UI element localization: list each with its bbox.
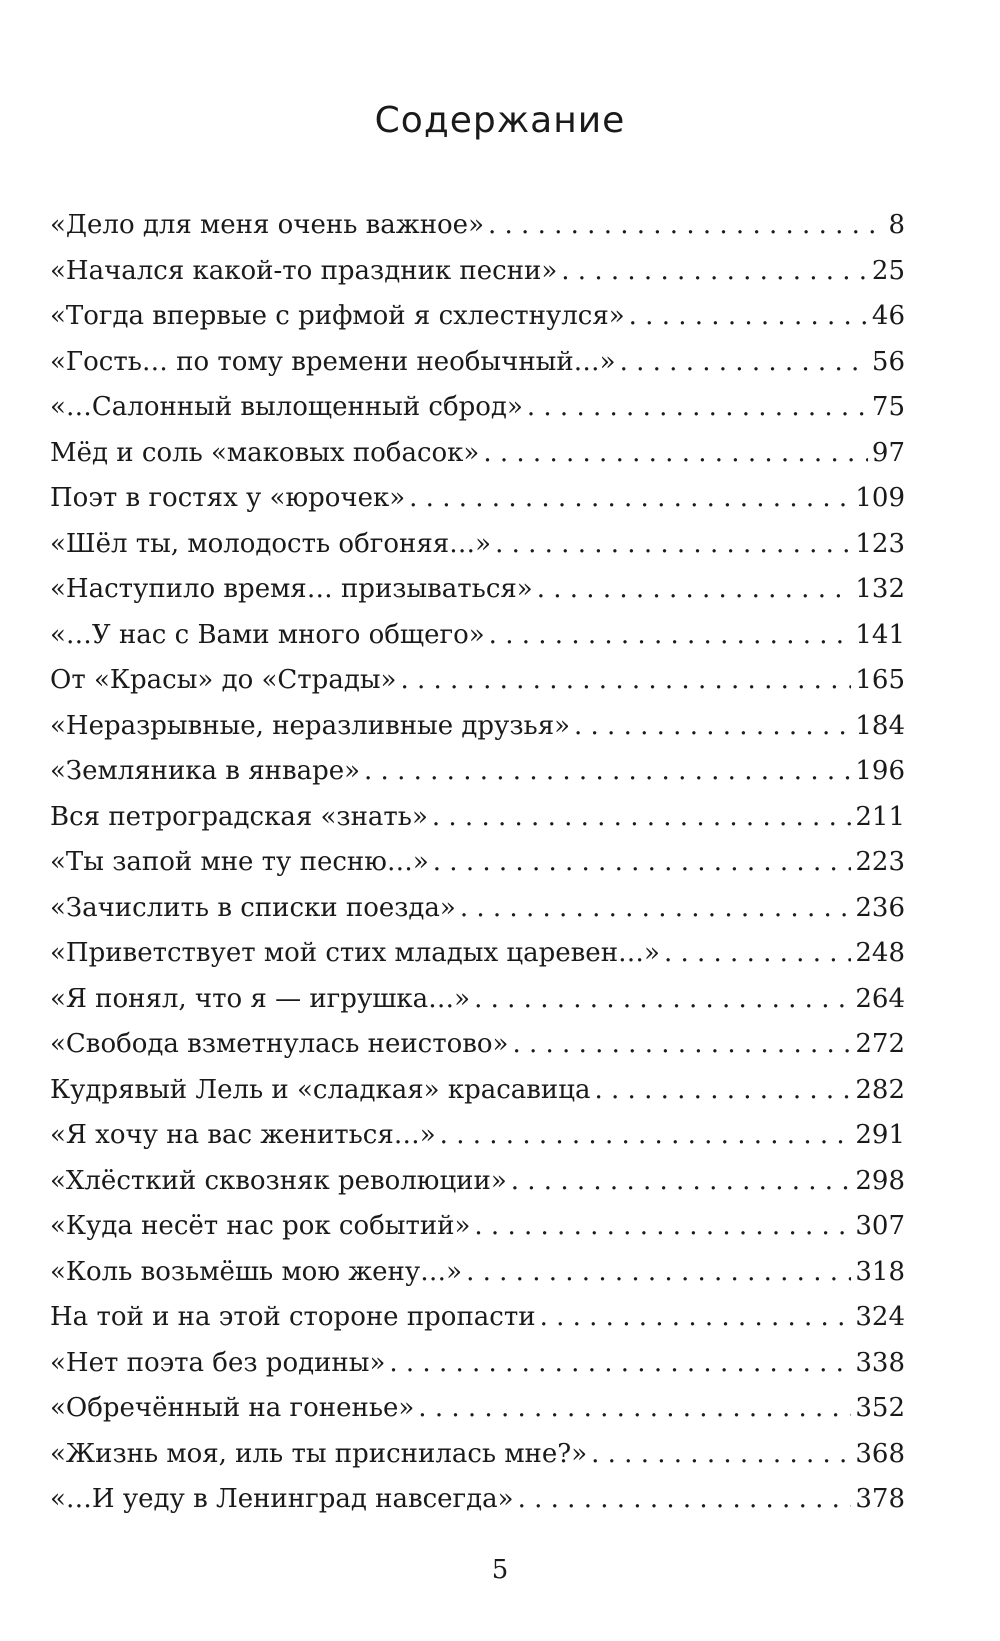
toc-entry <box>50 1432 905 1478</box>
toc-entry-page: 56 <box>871 346 905 377</box>
dot-leader <box>574 704 851 750</box>
toc-entry <box>50 1477 905 1523</box>
toc-entry-page: 25 <box>871 255 905 286</box>
toc-entry-page: 307 <box>855 1211 905 1241</box>
toc-entry-title: «…Салонный вылощенный сброд» <box>50 392 523 422</box>
toc-entry <box>50 795 905 841</box>
toc-entry-page: 291 <box>855 1120 905 1150</box>
toc-entry <box>50 476 905 522</box>
toc-entry-title: «Я понял, что я — игрушка…» <box>50 983 471 1014</box>
toc-entry-page: 264 <box>855 983 905 1014</box>
toc-entry <box>50 567 905 613</box>
toc-entry <box>50 749 905 795</box>
dot-leader <box>489 613 852 659</box>
toc-entry-page: 46 <box>871 301 905 331</box>
toc-entry <box>50 340 905 386</box>
toc-entry-title: «Коль возьмёшь мою жену…» <box>50 1256 463 1287</box>
toc-entry-page: 282 <box>855 1074 905 1105</box>
toc-entry <box>50 1295 905 1341</box>
dot-leader <box>620 340 868 386</box>
toc-entry <box>50 1250 905 1296</box>
toc-entry-page: 211 <box>855 801 905 832</box>
toc-entry-page: 272 <box>855 1029 905 1059</box>
toc-entry-page: 132 <box>855 574 905 604</box>
toc-entry <box>50 522 905 568</box>
toc-entry <box>50 613 905 659</box>
toc-entry-page: 318 <box>855 1256 905 1287</box>
toc-entry <box>50 294 905 340</box>
toc-entry-page: 378 <box>855 1484 905 1514</box>
toc-entry <box>50 1204 905 1250</box>
toc-entry <box>50 704 905 750</box>
dot-leader <box>512 1022 851 1068</box>
toc-entry <box>50 385 905 431</box>
toc-entry-title: «Неразрывные, неразливные друзья» <box>50 710 570 741</box>
dot-leader <box>537 567 852 613</box>
dot-leader <box>400 658 851 704</box>
toc-entry-title: «Гость… по тому времени необычный…» <box>50 346 616 377</box>
toc-entry-title: «Нет поэта без родины» <box>50 1347 386 1378</box>
toc-entry-title: «Куда несёт нас рок событий» <box>50 1211 471 1241</box>
dot-leader <box>433 840 852 886</box>
toc-entry <box>50 203 905 249</box>
dot-leader <box>540 1295 852 1341</box>
dot-leader <box>440 1113 852 1159</box>
toc-entry-title: «Хлёсткий сквозняк революции» <box>50 1165 507 1196</box>
table-of-contents <box>50 203 905 1523</box>
toc-entry <box>50 840 905 886</box>
toc-entry-page: 338 <box>855 1347 905 1378</box>
dot-leader <box>664 931 851 977</box>
toc-entry <box>50 1159 905 1205</box>
toc-entry-page: 123 <box>855 528 905 559</box>
toc-entry-page: 196 <box>855 756 905 786</box>
dot-leader <box>518 1477 852 1523</box>
toc-entry-title: «Жизнь моя, иль ты приснилась мне?» <box>50 1438 588 1469</box>
toc-entry-title: От «Красы» до «Страды» <box>50 665 397 695</box>
toc-entry-title: «Ты запой мне ту песню…» <box>50 847 429 877</box>
page-number: 5 <box>491 1555 509 1585</box>
toc-entry <box>50 931 905 977</box>
toc-entry-page: 298 <box>855 1165 905 1196</box>
dot-leader <box>629 294 868 340</box>
toc-entry-page: 8 <box>888 210 905 240</box>
toc-entry <box>50 249 905 295</box>
toc-entry-title: «Шёл ты, молодость обгоняя…» <box>50 528 492 559</box>
toc-entry-title: «Зачислить в списки поезда» <box>50 892 456 923</box>
toc-entry-page: 248 <box>855 938 905 968</box>
toc-entry-title: «Обречённый на гоненье» <box>50 1393 415 1423</box>
dot-leader <box>594 1068 851 1114</box>
toc-entry <box>50 1341 905 1387</box>
dot-leader <box>389 1341 851 1387</box>
toc-entry <box>50 1386 905 1432</box>
toc-entry-page: 223 <box>855 847 905 877</box>
toc-entry-title: «Начался какой-то праздник песни» <box>50 255 558 286</box>
toc-entry-title: «…У нас с Вами много общего» <box>50 619 485 650</box>
toc-entry-title: Мёд и соль «маковых побасок» <box>50 437 480 468</box>
toc-entry-page: 109 <box>855 483 905 513</box>
dot-leader <box>474 977 851 1023</box>
dot-leader <box>527 385 868 431</box>
dot-leader <box>488 203 884 249</box>
toc-entry-title: «Тогда впервые с рифмой я схлестнулся» <box>50 301 625 331</box>
page-title: Содержание <box>374 100 626 141</box>
dot-leader <box>364 749 851 795</box>
toc-entry-page: 236 <box>855 892 905 923</box>
toc-entry-title: «Свобода взметнулась неистово» <box>50 1029 509 1059</box>
toc-entry-title: «Наступило время… призываться» <box>50 574 533 604</box>
toc-entry <box>50 1022 905 1068</box>
toc-entry-title: Поэт в гостях у «юрочек» <box>50 483 406 513</box>
toc-entry-page: 352 <box>855 1393 905 1423</box>
dot-leader <box>474 1204 851 1250</box>
toc-entry <box>50 886 905 932</box>
toc-entry <box>50 431 905 477</box>
toc-entry-title: «…И уеду в Ленинград навсегда» <box>50 1484 514 1514</box>
toc-entry-title: «Я хочу на вас жениться…» <box>50 1120 436 1150</box>
toc-entry-title: На той и на этой стороне пропасти <box>50 1302 536 1332</box>
toc-entry-title: Кудрявый Лель и «сладкая» красавица <box>50 1074 591 1105</box>
toc-entry-page: 324 <box>855 1302 905 1332</box>
toc-entry <box>50 658 905 704</box>
toc-entry-title: «Земляника в январе» <box>50 756 361 786</box>
dot-leader <box>495 522 851 568</box>
toc-entry-title: Вся петроградская «знать» <box>50 801 428 832</box>
dot-leader <box>418 1386 851 1432</box>
toc-entry <box>50 977 905 1023</box>
dot-leader <box>409 476 851 522</box>
toc-entry-page: 165 <box>855 665 905 695</box>
toc-entry-title: «Дело для меня очень важное» <box>50 210 484 240</box>
dot-leader <box>483 431 868 477</box>
toc-entry <box>50 1068 905 1114</box>
dot-leader <box>432 795 852 841</box>
toc-entry <box>50 1113 905 1159</box>
dot-leader <box>460 886 852 932</box>
dot-leader <box>466 1250 851 1296</box>
toc-entry-page: 184 <box>855 710 905 741</box>
dot-leader <box>561 249 868 295</box>
dot-leader <box>591 1432 851 1478</box>
dot-leader <box>511 1159 852 1205</box>
toc-entry-page: 141 <box>855 619 905 650</box>
toc-entry-page: 368 <box>855 1438 905 1469</box>
toc-entry-page: 97 <box>871 437 905 468</box>
toc-entry-title: «Приветствует мой стих младых царевен…» <box>50 938 660 968</box>
toc-entry-page: 75 <box>871 392 905 422</box>
